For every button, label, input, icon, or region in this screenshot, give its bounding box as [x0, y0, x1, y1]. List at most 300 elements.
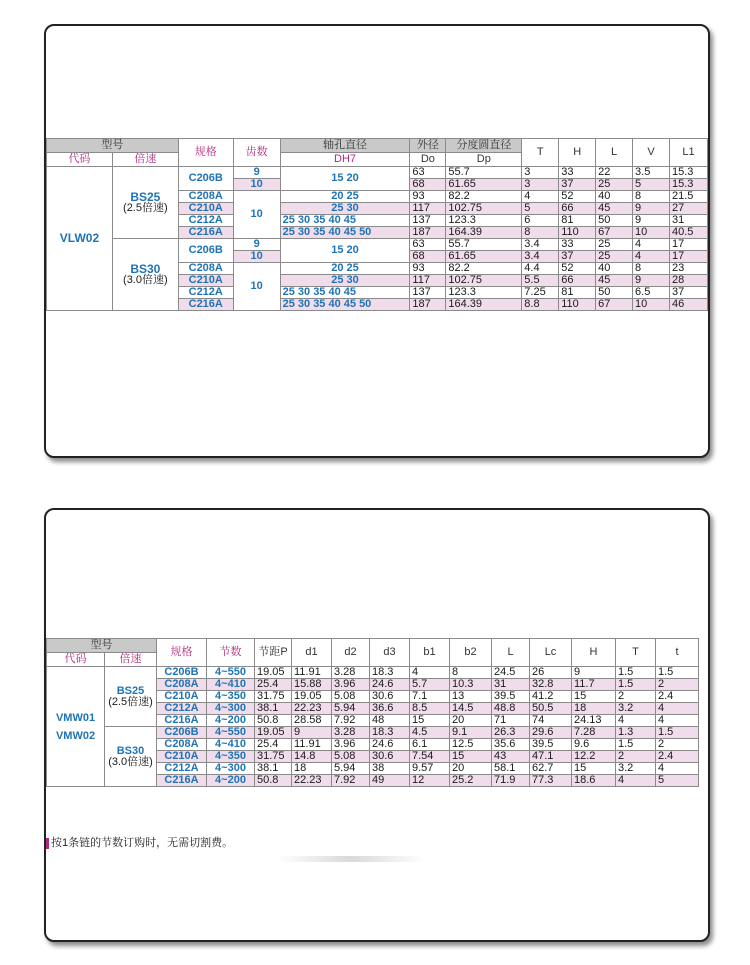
value-l1: 40.5: [669, 227, 707, 239]
value-d3: 24.6: [370, 679, 410, 691]
value-lc: 29.6: [530, 727, 572, 739]
value-d3: 24.6: [370, 739, 410, 751]
value-do: 137: [410, 215, 446, 227]
value-l1: 17: [669, 239, 707, 251]
ratio-group-label: (3.0倍速): [108, 755, 153, 768]
value-h: 52: [559, 263, 596, 275]
value-b2: 25.2: [450, 775, 492, 787]
value-v: 9: [633, 203, 670, 215]
value-dp: 123.3: [446, 215, 522, 227]
value-t: 1.5: [616, 679, 656, 691]
value-b2: 10.3: [450, 679, 492, 691]
bore-cell: 15 20: [280, 167, 410, 191]
value-lc: 41.2: [530, 691, 572, 703]
decorative-shadow: [276, 856, 426, 862]
spec-cell: C208A: [178, 191, 233, 203]
model-code-2: VMW02: [55, 729, 96, 742]
value-t: 2.4: [656, 751, 699, 763]
bore-cell: 20 25: [280, 191, 410, 203]
order-note-text: 按1条链的节数订购时，无需切割费。: [51, 837, 234, 849]
value-h: 18.6: [572, 775, 616, 787]
model-codes: [47, 667, 105, 787]
value-l: 67: [596, 299, 633, 311]
header2-d2: d2: [332, 639, 370, 667]
header-ratio: 倍速: [112, 153, 178, 167]
value-b1: 9.57: [410, 763, 450, 775]
ratio-group: [105, 727, 157, 787]
value-d2: 5.08: [332, 751, 370, 763]
value-b1: 7.1: [410, 691, 450, 703]
value-p: 31.75: [255, 751, 292, 763]
value-dp: 102.75: [446, 275, 522, 287]
value-d2: 3.96: [332, 739, 370, 751]
spec-cell: C212A: [178, 287, 233, 299]
value-b2: 20: [450, 763, 492, 775]
header-bore-sub: DH7: [280, 153, 410, 167]
value-v: 8: [633, 263, 670, 275]
bore-cell: 25 30: [280, 275, 410, 287]
value-lc: 77.3: [530, 775, 572, 787]
teeth-cell: 10: [233, 251, 280, 263]
spec-cell: C210A: [157, 751, 207, 763]
value-t: 3: [522, 167, 559, 179]
value-l: 25: [596, 239, 633, 251]
value-b2: 13: [450, 691, 492, 703]
value-do: 187: [410, 299, 446, 311]
value-p: 19.05: [255, 667, 292, 679]
value-l: 25: [596, 179, 633, 191]
value-b1: 4: [410, 667, 450, 679]
value-dp: 164.39: [446, 299, 522, 311]
value-t: 4.4: [522, 263, 559, 275]
table-row: [47, 727, 699, 739]
value-b1: 5.7: [410, 679, 450, 691]
spec-cell: C208A: [157, 739, 207, 751]
value-h: 37: [559, 251, 596, 263]
value-h: 9: [572, 667, 616, 679]
value-d3: 36.6: [370, 703, 410, 715]
value-v: 10: [633, 299, 670, 311]
ratio-group-name: BS25: [130, 189, 161, 204]
value-b2: 20: [450, 715, 492, 727]
value-h: 33: [559, 239, 596, 251]
header-L1: L1: [669, 139, 707, 167]
note-marker-icon: [46, 838, 49, 849]
header-H: H: [559, 139, 596, 167]
value-lc: 74: [530, 715, 572, 727]
value-h: 81: [559, 215, 596, 227]
ratio-group: [112, 167, 178, 239]
value-h: 37: [559, 179, 596, 191]
value-l1: 37: [669, 287, 707, 299]
value-d3: 38: [370, 763, 410, 775]
value-h: 66: [559, 203, 596, 215]
value-t: 1.5: [616, 739, 656, 751]
value-l: 43: [492, 751, 530, 763]
value-v: 9: [633, 215, 670, 227]
header2-b2: b2: [450, 639, 492, 667]
table-row: [47, 239, 708, 251]
header2-spec: 规格: [157, 639, 207, 667]
value-h: 52: [559, 191, 596, 203]
value-h: 110: [559, 227, 596, 239]
value-t: 6: [522, 215, 559, 227]
spec-cell: C212A: [178, 215, 233, 227]
ratio-group-label: (2.5倍速): [108, 695, 153, 708]
panel-vlw02-sprocket-table: [44, 24, 710, 458]
spec-cell: C208A: [178, 263, 233, 275]
value-t: 4: [656, 763, 699, 775]
value-b2: 14.5: [450, 703, 492, 715]
value-d1: 11.91: [292, 739, 332, 751]
value-v: 6.5: [633, 287, 670, 299]
spec-cell: C206B: [157, 727, 207, 739]
value-d3: 30.6: [370, 691, 410, 703]
ratio-group-name: BS30: [130, 261, 161, 276]
value-h: 7.28: [572, 727, 616, 739]
spec-cell: C206B: [178, 167, 233, 191]
value-d1: 9: [292, 727, 332, 739]
value-l: 35.6: [492, 739, 530, 751]
value-t: 7.25: [522, 287, 559, 299]
spec-cell: C206B: [157, 667, 207, 679]
vlw02-spec-table: [46, 138, 708, 311]
value-l: 48.8: [492, 703, 530, 715]
links-cell: 4~410: [207, 739, 255, 751]
bore-cell: 25 30 35 40 45 50: [280, 227, 410, 239]
value-d3: 49: [370, 775, 410, 787]
value-do: 187: [410, 227, 446, 239]
value-t: 8.8: [522, 299, 559, 311]
header2-H: H: [572, 639, 616, 667]
value-b1: 15: [410, 715, 450, 727]
value-h: 9.6: [572, 739, 616, 751]
value-dp: 123.3: [446, 287, 522, 299]
value-l1: 15.3: [669, 167, 707, 179]
links-cell: 4~300: [207, 763, 255, 775]
value-t: 3.2: [616, 703, 656, 715]
value-l1: 21.5: [669, 191, 707, 203]
header2-d1: d1: [292, 639, 332, 667]
value-dp: 55.7: [446, 167, 522, 179]
header2-d3: d3: [370, 639, 410, 667]
value-do: 117: [410, 275, 446, 287]
panel-vmw-chain-table: [44, 508, 710, 942]
value-v: 5: [633, 179, 670, 191]
header-V: V: [633, 139, 670, 167]
header2-T: T: [616, 639, 656, 667]
value-d2: 7.92: [332, 715, 370, 727]
value-dp: 102.75: [446, 203, 522, 215]
header-spec: 规格: [178, 139, 233, 167]
value-l: 45: [596, 275, 633, 287]
value-t: 3.4: [522, 251, 559, 263]
value-t: 1.5: [656, 667, 699, 679]
value-dp: 82.2: [446, 263, 522, 275]
value-l1: 46: [669, 299, 707, 311]
value-h: 110: [559, 299, 596, 311]
value-t: 4: [616, 715, 656, 727]
value-p: 31.75: [255, 691, 292, 703]
value-h: 18: [572, 703, 616, 715]
header2-pitch: 节距P: [255, 639, 292, 667]
value-l: 45: [596, 203, 633, 215]
value-d3: 18.3: [370, 667, 410, 679]
spec-cell: C208A: [157, 679, 207, 691]
value-d1: 18: [292, 763, 332, 775]
value-d1: 28.58: [292, 715, 332, 727]
ratio-group: [105, 667, 157, 727]
value-t: 5: [656, 775, 699, 787]
value-t: 5: [522, 203, 559, 215]
table-row: [47, 167, 708, 179]
bore-cell: 15 20: [280, 239, 410, 263]
spec-cell: C216A: [157, 715, 207, 727]
value-lc: 50.5: [530, 703, 572, 715]
value-t: 2: [656, 679, 699, 691]
value-p: 38.1: [255, 763, 292, 775]
value-l: 67: [596, 227, 633, 239]
value-l: 71: [492, 715, 530, 727]
header2-links: 节数: [207, 639, 255, 667]
value-b1: 12: [410, 775, 450, 787]
ratio-group-label: (2.5倍速): [123, 201, 168, 214]
model-code-1: VMW01: [55, 711, 96, 724]
value-t: 8: [522, 227, 559, 239]
value-t: 4: [522, 191, 559, 203]
value-l: 50: [596, 215, 633, 227]
value-l: 22: [596, 167, 633, 179]
value-l: 40: [596, 263, 633, 275]
spec-cell: C216A: [178, 227, 233, 239]
spec-cell: C210A: [178, 275, 233, 287]
header-pcd-sub: Dp: [446, 153, 522, 167]
header2-Lc: Lc: [530, 639, 572, 667]
value-b1: 8.5: [410, 703, 450, 715]
value-b2: 15: [450, 751, 492, 763]
value-v: 4: [633, 239, 670, 251]
links-cell: 4~550: [207, 667, 255, 679]
value-v: 10: [633, 227, 670, 239]
spec-cell: C212A: [157, 763, 207, 775]
value-d2: 5.94: [332, 703, 370, 715]
value-p: 25.4: [255, 739, 292, 751]
value-h: 33: [559, 167, 596, 179]
value-l: 40: [596, 191, 633, 203]
teeth-cell: 10: [233, 263, 280, 311]
value-lc: 62.7: [530, 763, 572, 775]
header2-code: 代码: [47, 653, 105, 667]
header-pcd: 分度圆直径: [446, 139, 522, 153]
header-code: 代码: [47, 153, 113, 167]
value-d3: 18.3: [370, 727, 410, 739]
bore-cell: 25 30: [280, 203, 410, 215]
value-v: 8: [633, 191, 670, 203]
value-d1: 14.8: [292, 751, 332, 763]
ratio-group: [112, 239, 178, 311]
value-t: 3.4: [522, 239, 559, 251]
value-l1: 27: [669, 203, 707, 215]
bore-cell: 20 25: [280, 263, 410, 275]
value-t: 4: [616, 775, 656, 787]
value-t: 4: [656, 715, 699, 727]
value-do: 93: [410, 191, 446, 203]
value-h: 81: [559, 287, 596, 299]
value-d2: 3.28: [332, 667, 370, 679]
value-dp: 55.7: [446, 239, 522, 251]
ratio-group-name: BS25: [116, 684, 145, 697]
value-lc: 39.5: [530, 739, 572, 751]
value-dp: 82.2: [446, 191, 522, 203]
header-model: 型号: [47, 139, 179, 153]
header-od-sub: Do: [410, 153, 446, 167]
value-h: 24.13: [572, 715, 616, 727]
value-l1: 31: [669, 215, 707, 227]
value-h: 15: [572, 763, 616, 775]
header-teeth: 齿数: [233, 139, 280, 167]
value-d2: 5.94: [332, 763, 370, 775]
links-cell: 4~300: [207, 703, 255, 715]
spec-cell: C206B: [178, 239, 233, 263]
value-l1: 23: [669, 263, 707, 275]
links-cell: 4~410: [207, 679, 255, 691]
value-p: 50.8: [255, 775, 292, 787]
value-l: 71.9: [492, 775, 530, 787]
value-do: 63: [410, 167, 446, 179]
value-b2: 9.1: [450, 727, 492, 739]
value-d2: 7.92: [332, 775, 370, 787]
spec-cell: C210A: [178, 203, 233, 215]
spec-cell: C216A: [157, 775, 207, 787]
value-t: 1.3: [616, 727, 656, 739]
value-h: 15: [572, 691, 616, 703]
value-t: 2: [616, 751, 656, 763]
value-t: 2.4: [656, 691, 699, 703]
value-t: 2: [656, 739, 699, 751]
value-d3: 30.6: [370, 751, 410, 763]
header2-ratio: 倍速: [105, 653, 157, 667]
value-p: 25.4: [255, 679, 292, 691]
header2-t: t: [656, 639, 699, 667]
value-l: 26.3: [492, 727, 530, 739]
header-T: T: [522, 139, 559, 167]
value-d1: 22.23: [292, 775, 332, 787]
value-lc: 47.1: [530, 751, 572, 763]
value-t: 3: [522, 179, 559, 191]
order-note: [46, 834, 233, 850]
value-p: 38.1: [255, 703, 292, 715]
header-bore: 轴孔直径: [280, 139, 410, 153]
value-t: 1.5: [616, 667, 656, 679]
value-do: 68: [410, 251, 446, 263]
value-d1: 15.88: [292, 679, 332, 691]
value-d2: 3.28: [332, 727, 370, 739]
value-do: 93: [410, 263, 446, 275]
value-p: 19.05: [255, 727, 292, 739]
bore-cell: 25 30 35 40 45: [280, 287, 410, 299]
value-dp: 61.65: [446, 179, 522, 191]
value-l: 24.5: [492, 667, 530, 679]
links-cell: 4~350: [207, 751, 255, 763]
value-l1: 28: [669, 275, 707, 287]
value-l: 58.1: [492, 763, 530, 775]
teeth-cell: 9: [233, 239, 280, 251]
header-L: L: [596, 139, 633, 167]
value-h: 66: [559, 275, 596, 287]
value-do: 117: [410, 203, 446, 215]
value-b1: 4.5: [410, 727, 450, 739]
value-lc: 26: [530, 667, 572, 679]
value-b2: 12.5: [450, 739, 492, 751]
links-cell: 4~550: [207, 727, 255, 739]
value-l: 31: [492, 679, 530, 691]
value-dp: 61.65: [446, 251, 522, 263]
value-t: 3.2: [616, 763, 656, 775]
value-d2: 3.96: [332, 679, 370, 691]
links-cell: 4~350: [207, 691, 255, 703]
header2-L: L: [492, 639, 530, 667]
value-do: 63: [410, 239, 446, 251]
value-do: 137: [410, 287, 446, 299]
value-v: 9: [633, 275, 670, 287]
value-d2: 5.08: [332, 691, 370, 703]
value-b1: 7.54: [410, 751, 450, 763]
spec-cell: C210A: [157, 691, 207, 703]
value-t: 2: [616, 691, 656, 703]
header-od: 外径: [410, 139, 446, 153]
vmw-spec-table: [46, 638, 699, 787]
model-code: VLW02: [47, 167, 113, 311]
table-row: [47, 667, 699, 679]
value-t: 4: [656, 703, 699, 715]
value-t: 5.5: [522, 275, 559, 287]
value-h: 11.7: [572, 679, 616, 691]
value-l1: 17: [669, 251, 707, 263]
teeth-cell: 10: [233, 179, 280, 191]
links-cell: 4~200: [207, 715, 255, 727]
spec-cell: C216A: [178, 299, 233, 311]
ratio-group-label: (3.0倍速): [123, 273, 168, 286]
value-do: 68: [410, 179, 446, 191]
value-dp: 164.39: [446, 227, 522, 239]
value-l: 39.5: [492, 691, 530, 703]
value-l: 50: [596, 287, 633, 299]
value-d1: 22.23: [292, 703, 332, 715]
value-d1: 19.05: [292, 691, 332, 703]
value-b1: 6.1: [410, 739, 450, 751]
bore-cell: 25 30 35 40 45 50: [280, 299, 410, 311]
value-b2: 8: [450, 667, 492, 679]
value-t: 1.5: [656, 727, 699, 739]
ratio-group-name: BS30: [116, 744, 145, 757]
value-lc: 32.8: [530, 679, 572, 691]
value-l1: 15.3: [669, 179, 707, 191]
value-l: 25: [596, 251, 633, 263]
value-d3: 48: [370, 715, 410, 727]
value-v: 4: [633, 251, 670, 263]
value-d1: 11.91: [292, 667, 332, 679]
bore-cell: 25 30 35 40 45: [280, 215, 410, 227]
teeth-cell: 9: [233, 167, 280, 179]
value-v: 3.5: [633, 167, 670, 179]
links-cell: 4~200: [207, 775, 255, 787]
value-p: 50.8: [255, 715, 292, 727]
value-h: 12.2: [572, 751, 616, 763]
spec-cell: C212A: [157, 703, 207, 715]
header2-b1: b1: [410, 639, 450, 667]
teeth-cell: 10: [233, 191, 280, 239]
header2-model: 型号: [47, 639, 157, 653]
